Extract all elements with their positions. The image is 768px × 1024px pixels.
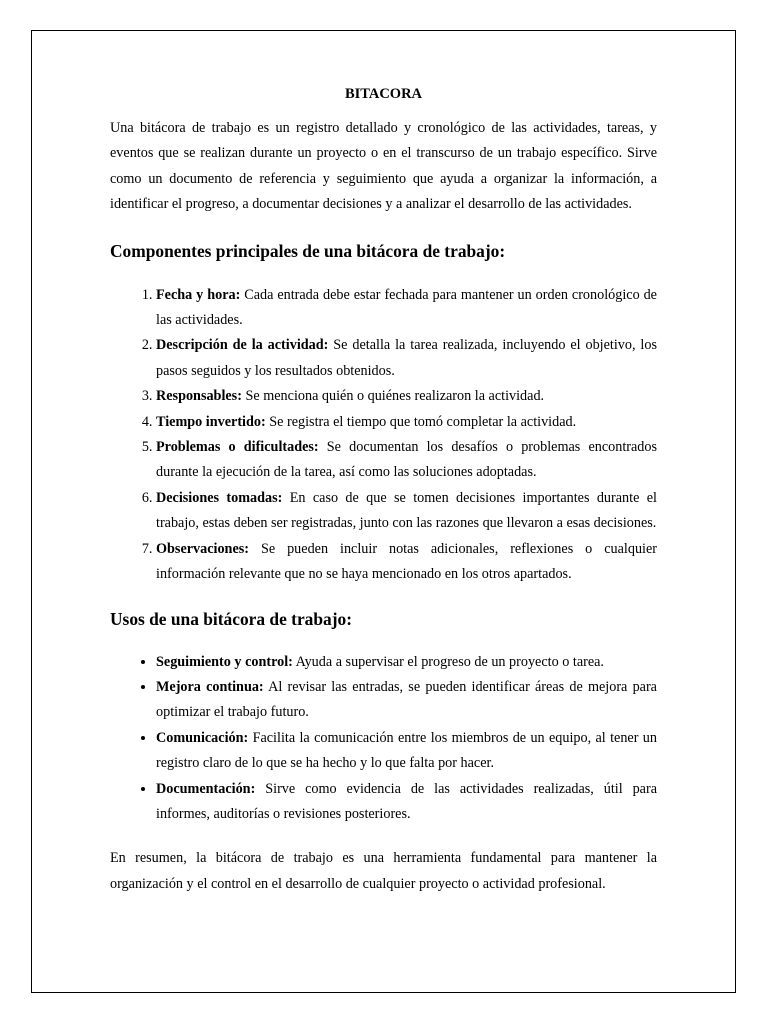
item-text: Cada entrada debe estar fechada para mantener un orden cronológico de las actividades. [156,286,657,329]
item-term: Fecha y hora: [156,286,241,303]
list-item [156,777,657,828]
list-item [156,283,657,334]
item-text: Ayuda a supervisar el progreso de un proyecto o tarea. [292,653,604,670]
uses-list [110,650,657,828]
item-term: Descripción de la actividad: [156,337,329,354]
item-text: Se documentan los desafíos o problemas encontrados durante la ejecución de la tarea, así como las soluciones adoptadas. [156,439,657,481]
item-term: Problemas o dificultades: [156,439,319,456]
list-item [156,650,657,675]
uses-heading: Usos de una bitácora de trabajo: [110,608,353,629]
document-body [110,84,657,897]
item-text: En caso de que se tomen decisiones importantes durante el trabajo, estas deben ser registradas, junto con las razones que llevaron a esas decisiones. [156,489,657,532]
item-term: Mejora continua: [156,678,264,695]
list-item [156,384,657,409]
item-term: Decisiones tomadas: [156,489,283,506]
item-term: Comunicación: [156,729,249,746]
list-item [156,486,657,537]
list-item [156,537,657,588]
item-term: Responsables: [156,388,242,405]
intro-paragraph: Una bitácora de trabajo es un registro detallado y cronológico de las actividades, tareas, y eventos que se realizan durante un proyecto o en el transcurso de un trabajo específico. Sirve como un documento de referencia y seguimiento que ayuda a organizar la información, a identificar el progreso, a documentar decisiones y a analizar el desarrollo de las actividades. [110,120,657,213]
list-item [156,726,657,777]
list-item [156,435,657,486]
list-item [156,333,657,384]
item-term: Observaciones: [156,540,249,557]
item-term: Documentación: [156,780,256,797]
list-item [156,410,657,435]
components-heading: Componentes principales de una bitácora de trabajo: [110,240,506,261]
item-text: Facilita la comunicación entre los miembros de un equipo, al tener un registro claro de lo que se ha hecho y lo que falta por hacer. [156,729,657,772]
item-term: Tiempo invertido: [156,413,266,430]
document-title: BITACORA [344,86,423,102]
components-list [110,283,657,588]
item-text: Sirve como evidencia de las actividades realizadas, útil para informes, auditorías o revisiones posteriores. [156,780,657,822]
conclusion-paragraph: En resumen, la bitácora de trabajo es una herramienta fundamental para mantener la organización y el control en el desarrollo de cualquier proyecto o actividad profesional. [110,850,657,892]
item-text: Al revisar las entradas, se pueden identificar áreas de mejora para optimizar el trabajo futuro. [156,678,657,721]
item-text: Se menciona quién o quiénes realizaron la actividad. [241,388,545,405]
item-text: Se detalla la tarea realizada, incluyendo el objetivo, los pasos seguidos y los resultados obtenidos. [156,337,657,379]
list-item [156,675,657,726]
item-text: Se registra el tiempo que tomó completar la actividad. [265,413,577,430]
item-text: Se pueden incluir notas adicionales, reflexiones o cualquier información relevante que no se haya mencionado en los otros apartados. [156,540,657,583]
item-term: Seguimiento y control: [156,653,293,670]
